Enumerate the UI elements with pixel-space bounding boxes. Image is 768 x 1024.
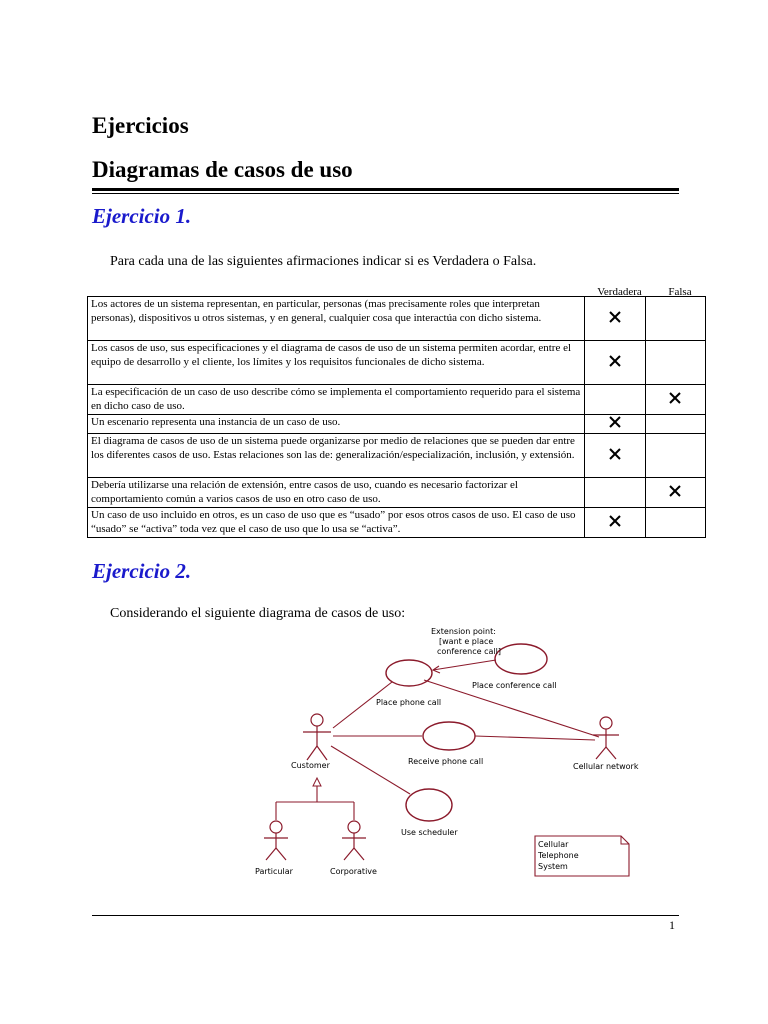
ejercicio1-intro: Para cada una de las siguientes afirmaciones indicar si es Verdadera o Falsa. <box>110 254 537 269</box>
verdadera-cell <box>585 297 646 341</box>
verdadera-cell <box>585 478 646 508</box>
column-header-falsa: Falsa <box>668 286 692 298</box>
verdadera-cell <box>585 508 646 538</box>
true-false-table <box>87 296 706 538</box>
x-mark-icon <box>608 514 622 528</box>
title-divider-thick <box>92 188 679 191</box>
usecase-place-conference-call-ellipse <box>495 644 547 674</box>
x-mark-icon <box>668 484 682 498</box>
statement-row <box>88 478 706 508</box>
assoc-customer-use-scheduler <box>331 746 410 794</box>
label-corporative: Corporative <box>330 867 377 876</box>
title-divider-thin <box>92 193 679 194</box>
statement-row <box>88 385 706 415</box>
statement-text: Los casos de uso, sus especificaciones y el diagrama de casos de uso de un sistema permiten acordar, entre el equipo de desarrollo y el cliente, los límites y los requisitos funcionales de dicho sistema. <box>88 341 585 385</box>
verdadera-cell <box>585 341 646 385</box>
label-cellular-network: Cellular network <box>573 762 639 771</box>
x-mark-icon <box>668 391 682 405</box>
usecase-receive-phone-call-ellipse <box>423 722 475 750</box>
ejercicio1-heading: Ejercicio 1. <box>92 204 192 228</box>
actor-cellular-network-figure <box>593 717 619 759</box>
usecase-use-scheduler-ellipse <box>406 789 452 821</box>
verdadera-cell <box>585 415 646 434</box>
verdadera-cell <box>585 385 646 415</box>
actor-customer-figure <box>303 714 331 760</box>
use-case-diagram <box>253 628 653 888</box>
falsa-cell <box>645 478 706 508</box>
actor-particular-figure <box>264 821 288 860</box>
statement-row <box>88 297 706 341</box>
footer-divider <box>92 915 679 916</box>
x-mark-icon <box>608 354 622 368</box>
document-title: Ejercicios <box>92 113 189 138</box>
x-mark-icon <box>608 447 622 461</box>
note-line-1: Cellular <box>538 840 569 849</box>
statement-row <box>88 508 706 538</box>
statement-text: Los actores de un sistema representan, en particular, personas (mas precisamente roles que interpretan personas), dispositivos u otros sistemas, y en general, cualquier cosa que interactúa con dicho sistema. <box>88 297 585 341</box>
statement-row <box>88 434 706 478</box>
extend-arrow-line <box>433 660 496 670</box>
falsa-cell <box>645 297 706 341</box>
generalization-triangle <box>313 778 321 786</box>
extension-point-label-3: conference call] <box>437 647 501 656</box>
label-particular: Particular <box>255 867 293 876</box>
falsa-cell <box>645 508 706 538</box>
label-place-conference-call: Place conference call <box>472 681 557 690</box>
verdadera-cell <box>585 434 646 478</box>
ejercicio2-heading: Ejercicio 2. <box>92 559 192 583</box>
x-mark-icon <box>608 310 622 324</box>
column-header-verdadera: Verdadera <box>597 286 642 298</box>
falsa-cell <box>645 341 706 385</box>
note-line-2: Telephone <box>538 851 579 860</box>
label-use-scheduler: Use scheduler <box>401 828 458 837</box>
statement-text: Debería utilizarse una relación de extensión, entre casos de uso, cuando es necesario factorizar el comportamiento común a varios casos de uso en otro caso de uso. <box>88 478 585 508</box>
label-customer: Customer <box>291 761 330 770</box>
statement-text: Un escenario representa una instancia de un caso de uso. <box>88 415 585 434</box>
falsa-cell <box>645 415 706 434</box>
falsa-cell <box>645 385 706 415</box>
document-subtitle: Diagramas de casos de uso <box>92 157 353 182</box>
statement-row <box>88 341 706 385</box>
usecase-place-phone-call-ellipse <box>386 660 432 686</box>
label-receive-phone-call: Receive phone call <box>408 757 484 766</box>
statement-text: Un caso de uso incluido en otros, es un caso de uso que es “usado” por esos otros casos de uso. El caso de uso “usado” se “activa” toda vez que el caso de uso que lo usa se “activa”. <box>88 508 585 538</box>
statement-text: La especificación de un caso de uso describe cómo se implementa el comportamiento requerido para el sistema en dicho caso de uso. <box>88 385 585 415</box>
statement-text: El diagrama de casos de uso de un sistema puede organizarse por medio de relaciones que se pueden dar entre los diferentes casos de uso. Estas relaciones son las de: generalización/especialización, inclusión, y extensión. <box>88 434 585 478</box>
falsa-cell <box>645 434 706 478</box>
actor-corporative-figure <box>342 821 366 860</box>
label-place-phone-call: Place phone call <box>376 698 442 707</box>
statement-row <box>88 415 706 434</box>
extension-point-label-1: Extension point: <box>431 628 496 636</box>
x-mark-icon <box>608 415 622 429</box>
page-number: 1 <box>669 918 675 932</box>
note-line-3: System <box>538 862 568 871</box>
extension-point-label-2: [want e place <box>439 637 494 646</box>
ejercicio2-intro: Considerando el siguiente diagrama de casos de uso: <box>110 606 406 621</box>
assoc-network-receive-phone-call <box>475 736 595 740</box>
